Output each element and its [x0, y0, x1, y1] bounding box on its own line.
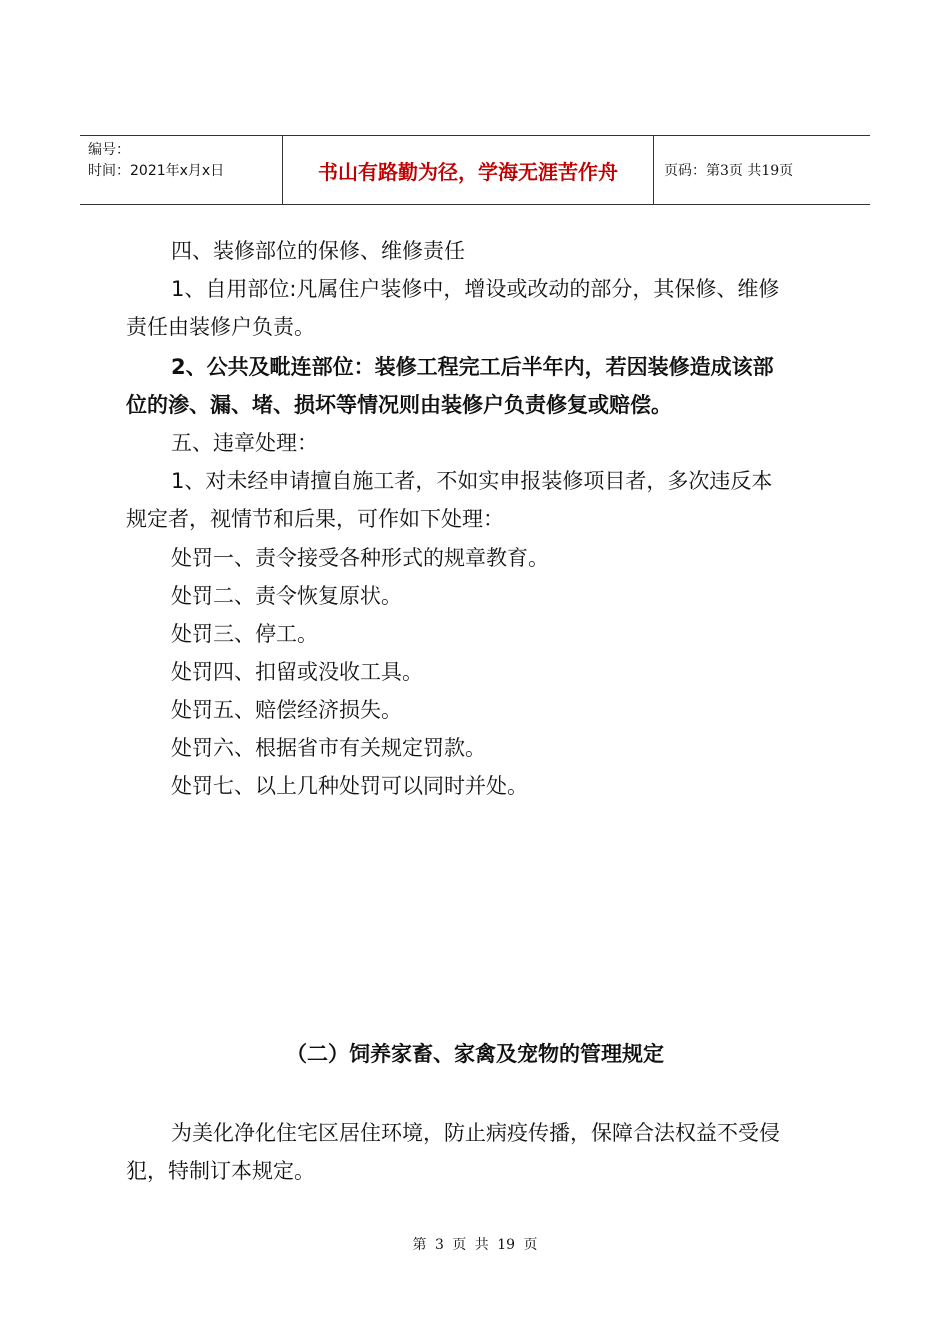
penalty-item: 处罚六、根据省市有关规定罚款。	[171, 736, 486, 760]
penalty-item: 处罚一、责令接受各种形式的规章教育。	[171, 546, 549, 570]
header-motto: 书山有路勤为径，学海无涯苦作舟	[282, 136, 654, 204]
page-header	[80, 135, 870, 205]
paragraph-public-line1: 2、公共及毗连部位：装修工程完工后半年内，若因装修造成该部	[171, 355, 774, 379]
penalty-item: 处罚五、赔偿经济损失。	[171, 698, 402, 722]
page-footer: 第 3 页 共 19 页	[412, 1237, 538, 1253]
header-page-info: 页码：第3页 共19页	[664, 163, 794, 179]
paragraph-violation-heading: 五、违章处理：	[171, 431, 318, 455]
penalty-item: 处罚三、停工。	[171, 622, 318, 646]
penalty-item: 处罚七、以上几种处罚可以同时并处。	[171, 774, 528, 798]
time-label: 时间：2021年x月x日	[88, 163, 225, 179]
paragraph-intro-line1: 为美化净化住宅区居住环境，防止病疫传播，保障合法权益不受侵	[171, 1121, 780, 1145]
header-meta	[80, 136, 282, 204]
section-title: （二）饲养家畜、家禽及宠物的管理规定	[286, 1042, 664, 1066]
paragraph-intro-line2: 犯，特制订本规定。	[126, 1159, 315, 1183]
paragraph-self-use-line2: 责任由装修户负责。	[126, 315, 315, 339]
paragraph-repair-responsibility: 四、装修部位的保修、维修责任	[171, 239, 465, 263]
paragraph-violation-line1: 1、对未经申请擅自施工者，不如实申报装修项目者，多次违反本	[171, 469, 773, 493]
penalty-item: 处罚四、扣留或没收工具。	[171, 660, 423, 684]
paragraph-violation-line2: 规定者，视情节和后果，可作如下处理：	[126, 507, 504, 531]
penalty-item: 处罚二、责令恢复原状。	[171, 584, 402, 608]
paragraph-self-use-line1: 1、自用部位:凡属住户装修中，增设或改动的部分，其保修、维修	[171, 277, 780, 301]
number-label: 编号：	[88, 142, 130, 158]
paragraph-public-line2: 位的渗、漏、堵、损坏等情况则由装修户负责修复或赔偿。	[126, 393, 672, 417]
